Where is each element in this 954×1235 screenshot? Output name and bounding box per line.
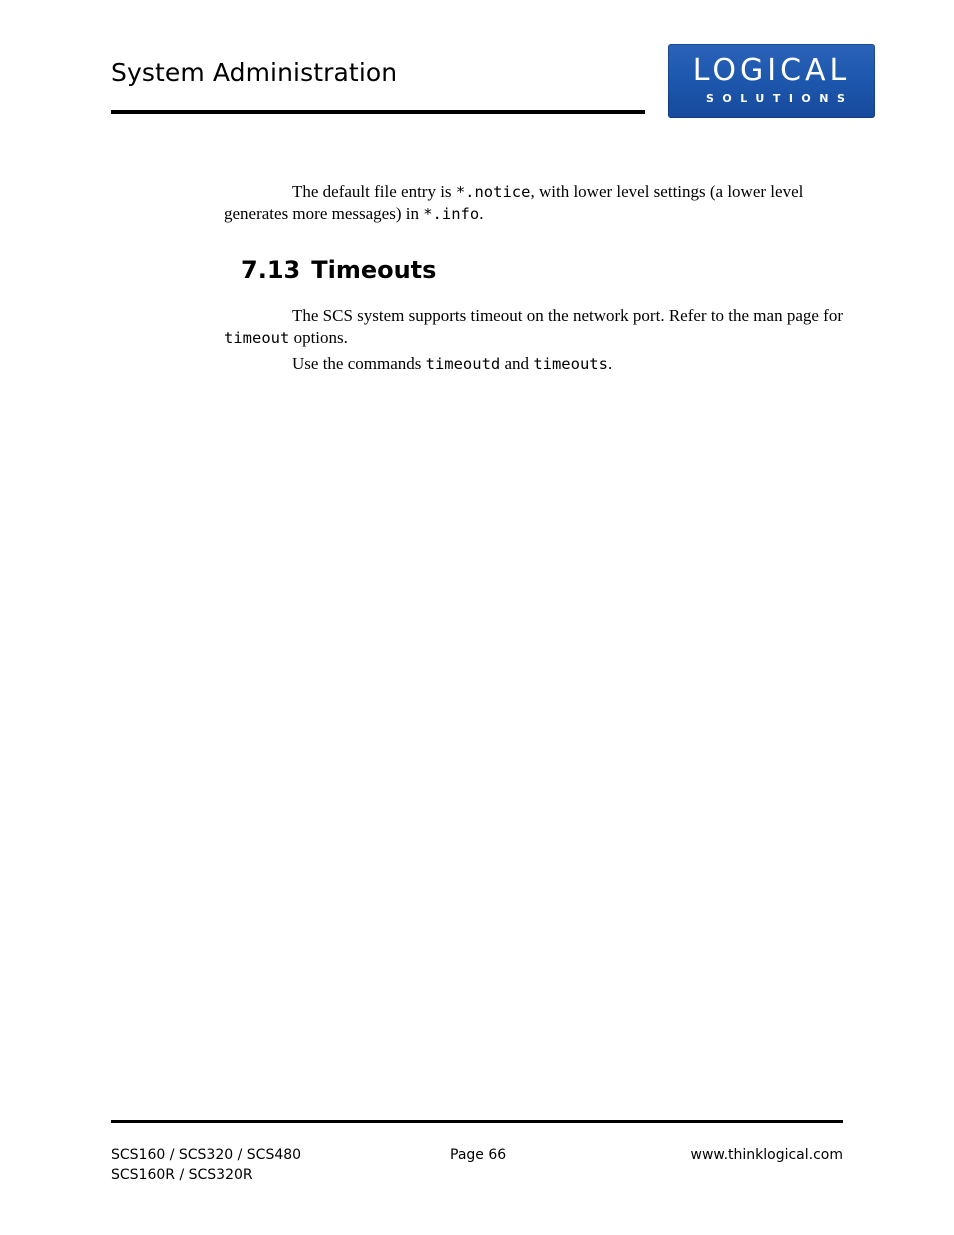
intro-text: .: [479, 204, 484, 223]
intro-paragraph: [224, 181, 844, 225]
footer-page-number: Page 66: [450, 1147, 507, 1163]
commands-paragraph: [224, 353, 844, 375]
body-text: .: [607, 354, 613, 373]
footer-models-line1: SCS160 / SCS320 / SCS480: [111, 1147, 302, 1163]
section-title: Timeouts: [311, 256, 437, 284]
code-info: *.info: [423, 205, 480, 223]
section-heading: [241, 256, 436, 284]
footer-models: [111, 1145, 301, 1185]
footer-website-link[interactable]: www.thinklogical.com: [690, 1147, 843, 1163]
footer-divider: [111, 1120, 843, 1123]
body-text: Use the commands: [292, 354, 426, 373]
header-divider: [111, 110, 645, 114]
code-timeouts: timeouts: [533, 355, 608, 373]
page-section-title: System Administration: [111, 58, 398, 87]
code-timeoutd: timeoutd: [425, 355, 501, 373]
intro-text: , with lower level settings (a lower level generates more messages) in: [224, 182, 804, 223]
code-timeout: timeout: [224, 329, 290, 347]
body-text: The SCS system supports timeout on the network port. Refer to the man page for: [292, 306, 843, 325]
intro-text: The default file entry is: [292, 182, 456, 201]
logical-solutions-logo: [668, 44, 875, 118]
timeouts-paragraph: [224, 305, 844, 349]
footer-models-line2: SCS160R / SCS320R: [111, 1167, 253, 1183]
logo-subtitle: SOLUTIONS: [706, 92, 854, 105]
code-notice: *.notice: [455, 183, 531, 201]
logo-wordmark: LOGICAL: [692, 53, 851, 88]
section-number: 7.13: [241, 256, 301, 284]
body-text: options.: [289, 328, 348, 347]
body-text: and: [500, 354, 534, 373]
